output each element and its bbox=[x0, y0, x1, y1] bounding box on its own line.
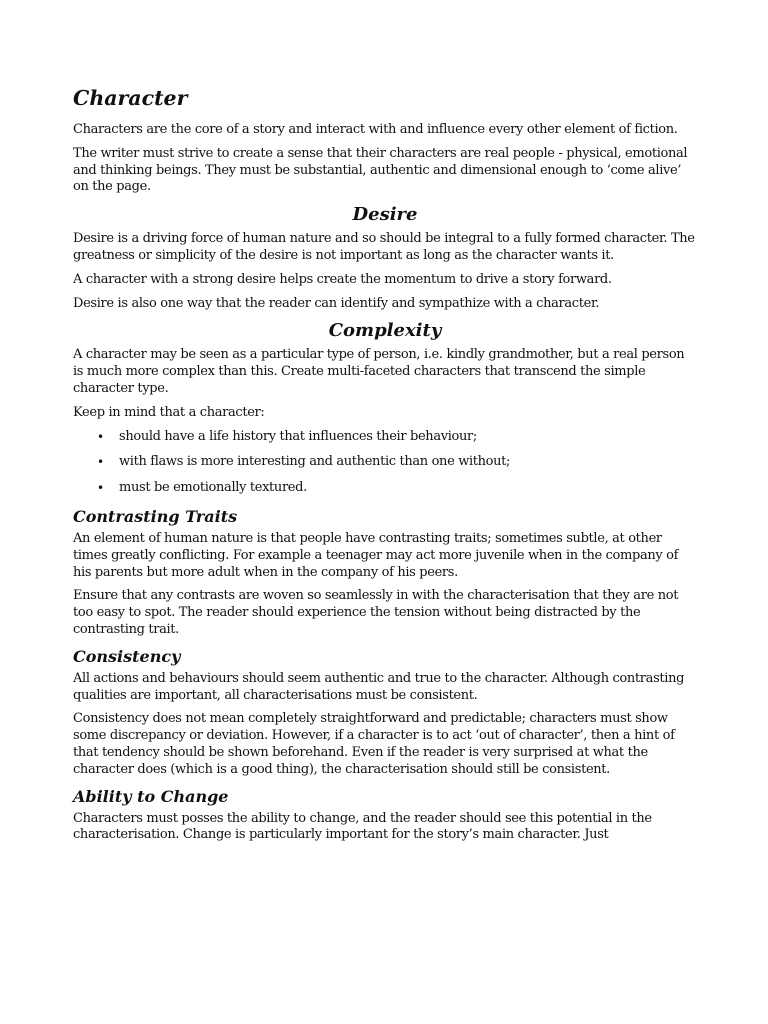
paragraph: A character with a strong desire helps create the momentum to drive a story forward. bbox=[73, 271, 612, 287]
bullet-icon: • bbox=[97, 455, 104, 470]
paragraph: Consistency does not mean completely straightforward and predictable; characters must show some discrepancy or deviation. However, if a character is to act ‘out of character’, then a hint of that tendency should be shown beforehand. Even if the reader is very surprised at what the character does (which is a good thing), the characterisation should still be consistent. bbox=[73, 711, 675, 777]
paragraph: Characters must posses the ability to change, and the reader should see this potential in the characterisation. Change is particularly important for the story’s main character. Just bbox=[73, 810, 652, 843]
list-item-text: with flaws is more interesting and authentic than one without; bbox=[119, 454, 511, 470]
paragraph: All actions and behaviours should seem authentic and true to the character. Although contrasting qualities are important, all characterisations must be consistent. bbox=[73, 670, 685, 703]
heading-ability-to-change: Ability to Change bbox=[73, 786, 229, 806]
paragraph: A character may be seen as a particular type of person, i.e. kindly grandmother, but a real person is much more complex than this. Create multi-faceted characters that transcend the simple character type. bbox=[73, 347, 685, 396]
document-page bbox=[73, 84, 697, 851]
heading-desire: Desire bbox=[352, 204, 418, 226]
paragraph: Ensure that any contrasts are woven so seamlessly in with the characterisation that they are not too easy to spot. The reader should experience the tension without being distracted by the contrasting trait. bbox=[73, 588, 679, 637]
bullet-icon: • bbox=[97, 481, 104, 496]
list-item bbox=[97, 480, 697, 497]
paragraph: Desire is also one way that the reader can identify and sympathize with a character. bbox=[73, 295, 600, 311]
bullet-icon: • bbox=[97, 429, 104, 444]
list-item bbox=[97, 428, 697, 446]
heading-character: Character bbox=[73, 86, 188, 110]
heading-complexity: Complexity bbox=[328, 320, 442, 342]
paragraph: Keep in mind that a character: bbox=[73, 404, 265, 420]
list-item bbox=[97, 454, 697, 471]
list-item-text: must be emotionally textured. bbox=[119, 480, 307, 496]
paragraph: An element of human nature is that people have contrasting traits; sometimes subtle, at other times greatly conflicting. For example a teenager may act more juvenile when in the company of his parents but more adult when in the company of his peers. bbox=[73, 530, 679, 580]
bullet-list bbox=[73, 429, 697, 497]
paragraph: Desire is a driving force of human nature and so should be integral to a fully formed character. The greatness or simplicity of the desire is not important as long as the character wants it. bbox=[73, 231, 695, 263]
paragraph: Characters are the core of a story and interact with and influence every other element of fiction. bbox=[73, 122, 678, 137]
heading-contrasting-traits: Contrasting Traits bbox=[73, 506, 238, 526]
paragraph: The writer must strive to create a sense that their characters are real people - physical, emotional and thinking beings. They must be substantial, authentic and dimensional enough to ‘come alive’ on the page. bbox=[73, 145, 688, 195]
heading-consistency: Consistency bbox=[73, 646, 181, 666]
list-item-text: should have a life history that influences their behaviour; bbox=[119, 428, 477, 444]
